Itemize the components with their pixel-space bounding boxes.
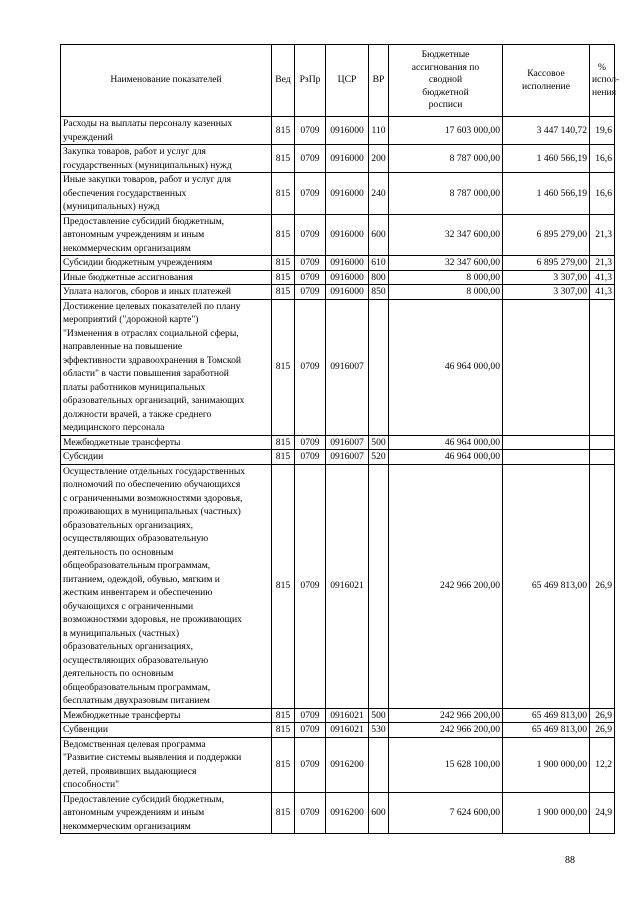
cell-pct: 16,6 [590, 173, 615, 215]
cell-cash: 65 469 813,00 [503, 464, 590, 708]
cell-cash: 65 469 813,00 [503, 723, 590, 738]
cell-cash [503, 299, 590, 435]
header-vr: ВР [369, 45, 389, 117]
cell-csr: 0916000 [326, 285, 369, 300]
cell-rzpr: 0709 [295, 214, 326, 256]
table-row [61, 299, 615, 435]
table-row [61, 270, 615, 285]
cell-pct [590, 299, 615, 435]
table-row [61, 450, 615, 465]
cell-cash [503, 450, 590, 465]
cell-name: Расходы на выплаты персоналу казенных учреждений [61, 117, 272, 145]
cell-vr: 110 [369, 117, 389, 145]
cell-assign: 8 000,00 [389, 270, 503, 285]
cell-csr: 0916000 [326, 173, 369, 215]
cell-name: Ведомственная целевая программа "Развитие системы выявления и поддержки детей, проявивших выдающиеся способности" [61, 737, 272, 792]
header-cash-execution: Кассовое исполнение [503, 45, 590, 117]
cell-vr: 500 [369, 708, 389, 723]
table-row [61, 737, 615, 792]
table-row [61, 117, 615, 145]
cell-ved: 815 [272, 145, 295, 173]
cell-pct: 12,2 [590, 737, 615, 792]
cell-name: Иные бюджетные ассигнования [61, 270, 272, 285]
cell-name: Субсидии бюджетным учреждениям [61, 256, 272, 271]
cell-ved: 815 [272, 464, 295, 708]
table-row [61, 464, 615, 708]
cell-csr: 0916000 [326, 256, 369, 271]
cell-cash: 65 469 813,00 [503, 708, 590, 723]
cell-name: Осуществление отдельных государственных полномочий по обеспечению обучающихся с ограниченными возможностями здоровья, проживающих в муниципальных (частных) образовательных организациях, осуществляющих образовательную деятельность по основным общеобразовательным программам, питанием, одеждой, обувью, мягким и жестким инвентарем и обеспечению обучающихся с ограниченными возможностями здоровья, не проживающих в муниципальных (частных) образовательных организациях, осуществляющих образовательную деятельность по основным общеобразовательным программам, бесплатным двухразовым питанием [61, 464, 272, 708]
header-name: Наименование показателей [61, 45, 272, 117]
cell-rzpr: 0709 [295, 256, 326, 271]
table-row [61, 145, 615, 173]
header-rzpr: РзПр [295, 45, 326, 117]
cell-rzpr: 0709 [295, 173, 326, 215]
cell-assign: 46 964 000,00 [389, 450, 503, 465]
cell-pct: 26,9 [590, 723, 615, 738]
cell-csr: 0916200 [326, 792, 369, 834]
cell-pct: 26,9 [590, 464, 615, 708]
cell-assign: 7 624 600,00 [389, 792, 503, 834]
cell-csr: 0916021 [326, 723, 369, 738]
cell-vr: 200 [369, 145, 389, 173]
cell-ved: 815 [272, 435, 295, 450]
cell-vr: 600 [369, 214, 389, 256]
cell-vr [369, 737, 389, 792]
cell-assign: 8 787 000,00 [389, 145, 503, 173]
cell-pct: 16,6 [590, 145, 615, 173]
cell-ved: 815 [272, 256, 295, 271]
header-percent: % испол- нения [590, 45, 615, 117]
cell-pct: 19,6 [590, 117, 615, 145]
cell-name: Межбюджетные трансферты [61, 435, 272, 450]
cell-assign: 32 347 600,00 [389, 256, 503, 271]
cell-assign: 242 966 200,00 [389, 464, 503, 708]
cell-pct: 21,3 [590, 256, 615, 271]
header-assignments: Бюджетные ассигнования по сводной бюджетной росписи [389, 45, 503, 117]
cell-ved: 815 [272, 117, 295, 145]
cell-csr: 0916000 [326, 117, 369, 145]
cell-vr: 600 [369, 792, 389, 834]
cell-assign: 8 787 000,00 [389, 173, 503, 215]
cell-ved: 815 [272, 285, 295, 300]
cell-ved: 815 [272, 214, 295, 256]
cell-assign: 242 966 200,00 [389, 708, 503, 723]
cell-cash: 6 895 279,00 [503, 256, 590, 271]
cell-pct: 24,9 [590, 792, 615, 834]
cell-csr: 0916007 [326, 450, 369, 465]
cell-ved: 815 [272, 708, 295, 723]
cell-rzpr: 0709 [295, 299, 326, 435]
cell-pct: 21,3 [590, 214, 615, 256]
cell-cash: 3 307,00 [503, 285, 590, 300]
cell-pct [590, 435, 615, 450]
table-row [61, 792, 615, 834]
cell-csr: 0916200 [326, 737, 369, 792]
cell-cash: 1 900 000,00 [503, 792, 590, 834]
cell-assign: 32 347 600,00 [389, 214, 503, 256]
header-csr: ЦСР [326, 45, 369, 117]
table-row [61, 435, 615, 450]
cell-cash: 1 900 000,00 [503, 737, 590, 792]
cell-csr: 0916021 [326, 464, 369, 708]
cell-ved: 815 [272, 270, 295, 285]
cell-name: Иные закупки товаров, работ и услуг для обеспечения государственных (муниципальных) нужд [61, 173, 272, 215]
cell-vr: 520 [369, 450, 389, 465]
cell-csr: 0916007 [326, 435, 369, 450]
cell-ved: 815 [272, 173, 295, 215]
cell-pct: 41,3 [590, 285, 615, 300]
cell-cash [503, 435, 590, 450]
table-row [61, 214, 615, 256]
cell-ved: 815 [272, 299, 295, 435]
cell-vr [369, 464, 389, 708]
cell-name: Достижение целевых показателей по плану мероприятий ("дорожной карте") "Изменения в отраслях социальной сферы, направленные на повышение эффективности здравоохранения в Томской области" в части повышения заработной платы работников муниципальных образовательных организаций, занимающих должности врачей, а также среднего медицинского персонала [61, 299, 272, 435]
cell-ved: 815 [272, 792, 295, 834]
table-header-row [61, 45, 615, 117]
cell-rzpr: 0709 [295, 145, 326, 173]
cell-rzpr: 0709 [295, 708, 326, 723]
cell-name: Предоставление субсидий бюджетным, автономным учреждениям и иным некоммерческим организациям [61, 792, 272, 834]
cell-assign: 17 603 000,00 [389, 117, 503, 145]
cell-vr: 800 [369, 270, 389, 285]
cell-vr: 240 [369, 173, 389, 215]
cell-rzpr: 0709 [295, 285, 326, 300]
cell-cash: 1 460 566,19 [503, 173, 590, 215]
cell-pct [590, 450, 615, 465]
cell-assign: 242 966 200,00 [389, 723, 503, 738]
cell-rzpr: 0709 [295, 723, 326, 738]
cell-vr [369, 299, 389, 435]
cell-vr: 530 [369, 723, 389, 738]
table-row [61, 173, 615, 215]
cell-rzpr: 0709 [295, 464, 326, 708]
cell-csr: 0916000 [326, 145, 369, 173]
cell-cash: 1 460 566,19 [503, 145, 590, 173]
cell-name: Субсидии [61, 450, 272, 465]
table-row [61, 723, 615, 738]
cell-assign: 15 628 100,00 [389, 737, 503, 792]
cell-rzpr: 0709 [295, 270, 326, 285]
cell-csr: 0916007 [326, 299, 369, 435]
cell-pct: 26,9 [590, 708, 615, 723]
cell-assign: 8 000,00 [389, 285, 503, 300]
cell-name: Межбюджетные трансферты [61, 708, 272, 723]
cell-assign: 46 964 000,00 [389, 299, 503, 435]
cell-csr: 0916000 [326, 214, 369, 256]
cell-name: Закупка товаров, работ и услуг для государственных (муниципальных) нужд [61, 145, 272, 173]
cell-cash: 3 447 140,72 [503, 117, 590, 145]
cell-rzpr: 0709 [295, 435, 326, 450]
cell-csr: 0916000 [326, 270, 369, 285]
cell-ved: 815 [272, 737, 295, 792]
header-ved: Вед [272, 45, 295, 117]
cell-rzpr: 0709 [295, 737, 326, 792]
cell-rzpr: 0709 [295, 792, 326, 834]
table-row [61, 708, 615, 723]
budget-table [60, 44, 620, 834]
cell-pct: 41,3 [590, 270, 615, 285]
table-row [61, 256, 615, 271]
cell-cash: 6 895 279,00 [503, 214, 590, 256]
cell-vr: 500 [369, 435, 389, 450]
cell-vr: 610 [369, 256, 389, 271]
cell-ved: 815 [272, 450, 295, 465]
cell-name: Уплата налогов, сборов и иных платежей [61, 285, 272, 300]
cell-rzpr: 0709 [295, 117, 326, 145]
table-row [61, 285, 615, 300]
cell-cash: 3 307,00 [503, 270, 590, 285]
cell-rzpr: 0709 [295, 450, 326, 465]
page-number: 88 [565, 855, 575, 866]
cell-name: Субвенции [61, 723, 272, 738]
cell-ved: 815 [272, 723, 295, 738]
cell-name: Предоставление субсидий бюджетным, автономным учреждениям и иным некоммерческим организациям [61, 214, 272, 256]
cell-assign: 46 964 000,00 [389, 435, 503, 450]
cell-csr: 0916021 [326, 708, 369, 723]
cell-vr: 850 [369, 285, 389, 300]
